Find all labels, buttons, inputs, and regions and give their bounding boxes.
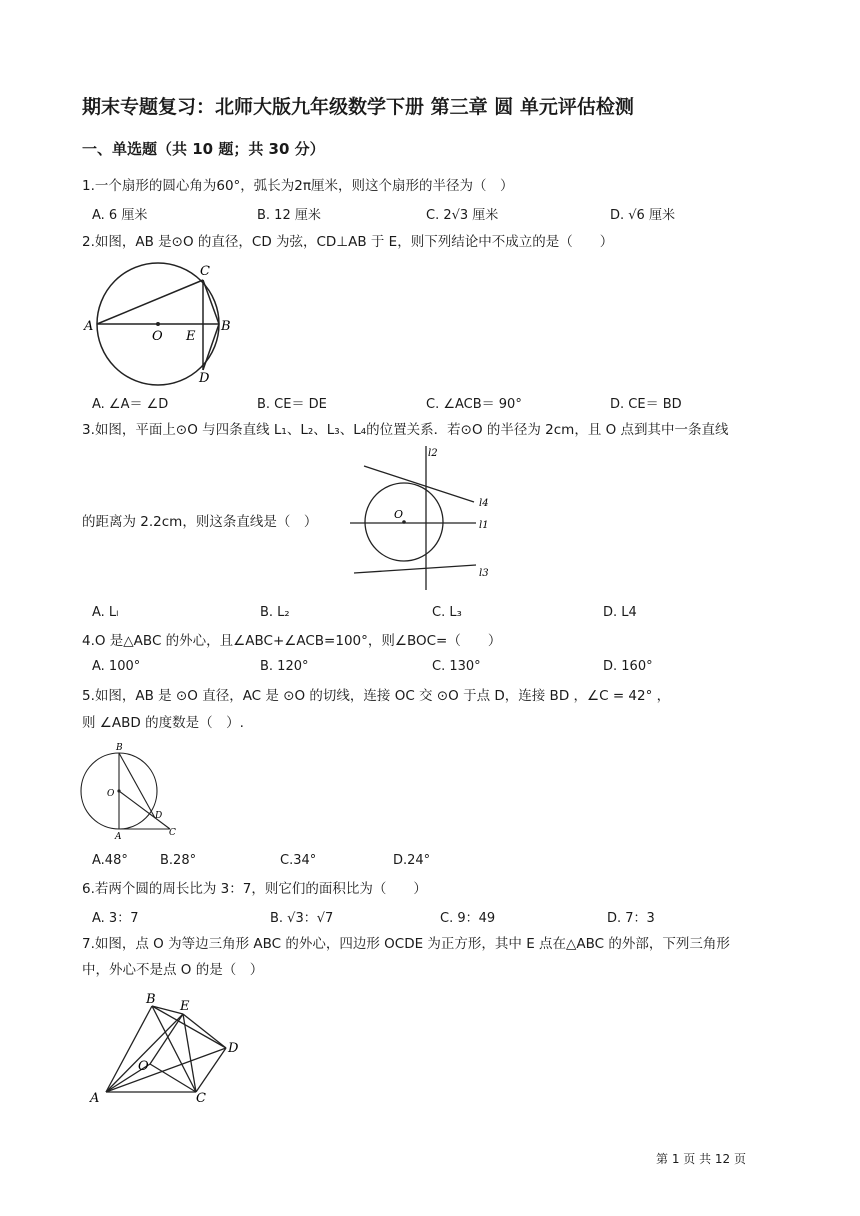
figure-q2-circle <box>80 258 240 386</box>
label-o: O <box>152 329 163 344</box>
question-5-continued: 则 ∠ABD 的度数是（ ）. <box>82 715 244 731</box>
q6-option-d: D. 7：3 <box>607 911 655 926</box>
q1-option-b: B. 12 厘米 <box>257 208 321 223</box>
q3-option-d: D. L4 <box>603 605 637 620</box>
figure-q7-triangle <box>86 992 246 1104</box>
q4-option-a: A. 100° <box>92 659 141 674</box>
q2-option-c: C. ∠ACB＝ 90° <box>426 397 522 412</box>
question-2: 2.如图，AB 是⊙O 的直径，CD 为弦，CD⊥AB 于 E，则下列结论中不成立的是（ ） <box>82 234 614 250</box>
q3-option-a: A. Lₗ <box>92 605 119 620</box>
question-7-continued: 中，外心不是点 O 的是（ ） <box>82 962 264 978</box>
label-l2: l2 <box>428 448 438 459</box>
q6-option-a: A. 3：7 <box>92 911 139 926</box>
q4-option-b: B. 120° <box>260 659 309 674</box>
figure-q3-lines <box>346 442 506 592</box>
label-l3: l3 <box>479 568 489 579</box>
figure-q5-tangent <box>76 738 186 840</box>
label-c: C <box>196 1091 206 1104</box>
q2-option-a: A. ∠A＝ ∠D <box>92 397 169 412</box>
label-l1: l1 <box>479 520 489 531</box>
q4-option-c: C. 130° <box>432 659 481 674</box>
section-heading: 一、单选题（共 10 题；共 30 分） <box>82 140 325 158</box>
page-footer: 第 1 页 共 12 页 <box>656 1152 746 1166</box>
page-title: 期末专题复习：北师大版九年级数学下册 第三章 圆 单元评估检测 <box>82 96 634 118</box>
q3-option-c: C. L₃ <box>432 605 462 620</box>
q4-option-d: D. 160° <box>603 659 653 674</box>
q1-option-d: D. √6 厘米 <box>610 208 675 223</box>
label-e: E <box>180 999 190 1014</box>
label-b: B <box>221 319 231 334</box>
label-o: O <box>138 1059 149 1074</box>
label-d: D <box>199 371 210 386</box>
label-b: B <box>146 992 156 1007</box>
q2-option-b: B. CE＝ DE <box>257 397 327 412</box>
question-5: 5.如图，AB 是 ⊙O 直径，AC 是 ⊙O 的切线，连接 OC 交 ⊙O 于点 D，连接 BD ，∠C = 42° ， <box>82 688 671 704</box>
label-a: A <box>84 319 94 334</box>
question-1: 1.一个扇形的圆心角为60°，弧长为2π厘米，则这个扇形的半径为（ ） <box>82 178 514 194</box>
label-b: B <box>116 743 123 753</box>
label-a: A <box>90 1091 100 1104</box>
question-6: 6.若两个圆的周长比为 3：7，则它们的面积比为（ ） <box>82 881 427 897</box>
q1-option-a: A. 6 厘米 <box>92 208 148 223</box>
label-d: D <box>155 811 163 821</box>
label-a: A <box>115 832 122 840</box>
label-e: E <box>186 329 196 344</box>
q5-option-a: A.48° <box>92 853 128 868</box>
label-d: D <box>228 1041 239 1056</box>
q6-option-b: B. √3：√7 <box>270 911 334 926</box>
q5-option-b: B.28° <box>160 853 197 868</box>
question-4: 4.O 是△ABC 的外心，且∠ABC+∠ACB=100°，则∠BOC=（ ） <box>82 633 502 649</box>
question-3: 3.如图，平面上⊙O 与四条直线 L₁、L₂、L₃、L₄的位置关系．若⊙O 的半径为 2cm，且 O 点到其中一条直线 <box>82 422 729 438</box>
q2-option-d: D. CE＝ BD <box>610 397 682 412</box>
question-3-continued: 的距离为 2.2cm，则这条直线是（ ） <box>82 514 318 530</box>
label-l4: l4 <box>479 498 489 509</box>
q3-option-b: B. L₂ <box>260 605 290 620</box>
q6-option-c: C. 9：49 <box>440 911 496 926</box>
q1-option-c: C. 2√3 厘米 <box>426 208 499 223</box>
label-o: O <box>394 508 404 521</box>
question-7: 7.如图，点 O 为等边三角形 ABC 的外心，四边形 OCDE 为正方形，其中 E 点在△ABC 的外部，下列三角形 <box>82 936 730 952</box>
label-c: C <box>200 264 210 279</box>
q5-option-c: C.34° <box>280 853 317 868</box>
q5-option-d: D.24° <box>393 853 431 868</box>
label-o: O <box>107 789 115 799</box>
label-c: C <box>169 828 176 838</box>
